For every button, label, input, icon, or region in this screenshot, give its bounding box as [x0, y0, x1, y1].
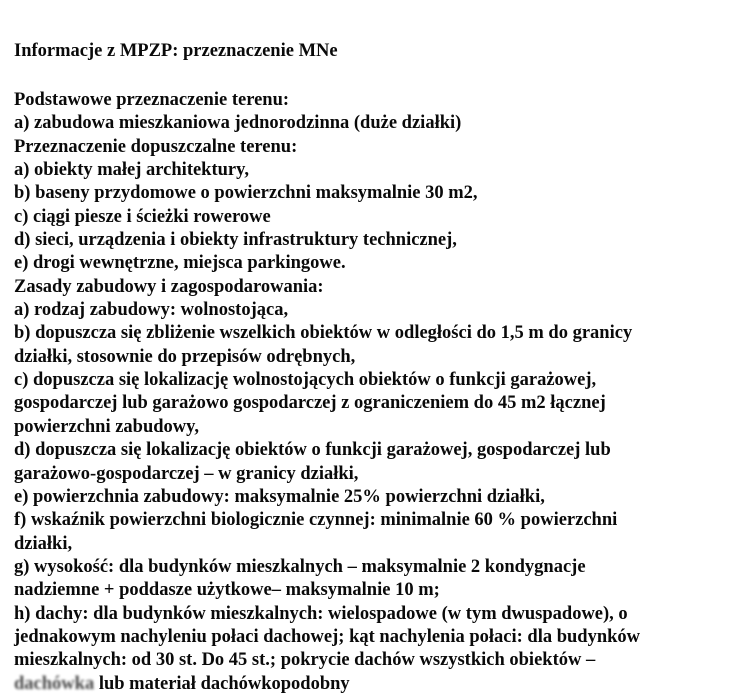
text-line: mieszkalnych: od 30 st. Do 45 st.; pokrycie dachów wszystkich obiektów –	[14, 650, 596, 671]
text-line: gospodarczej lub garażowo gospodarczej z ograniczeniem do 45 m2 łącznej	[14, 393, 606, 414]
text-line: działki,	[14, 533, 73, 554]
document-body	[14, 40, 734, 696]
text-line: e) powierzchnia zabudowy: maksymalnie 25% powierzchni działki,	[14, 486, 545, 507]
text-line: h) dachy: dla budynków mieszkalnych: wielospadowe (w tym dwuspadowe), o	[14, 603, 628, 624]
text-line: Przeznaczenie dopuszczalne terenu:	[14, 136, 298, 157]
text-line: działki, stosownie do przepisów odrębnych,	[14, 346, 356, 367]
text-line: b) baseny przydomowe o powierzchni maksymalnie 30 m2,	[14, 183, 478, 204]
text-line: Podstawowe przeznaczenie terenu:	[14, 90, 290, 110]
text-line: garażowo-gospodarczej – w granicy działki,	[14, 463, 359, 484]
text-line: c) ciągi piesze i ścieżki rowerowe	[14, 206, 271, 227]
text-line-last-rest: lub materiał dachówkopodobny	[94, 673, 350, 694]
blurred-word: dachówka	[14, 673, 95, 694]
text-line: g) wysokość: dla budynków mieszkalnych – maksymalnie 2 kondygnacje	[14, 556, 586, 577]
text-line: jednakowym nachyleniu połaci dachowej; kąt nachylenia połaci: dla budynków	[14, 626, 641, 647]
document-text	[14, 89, 734, 673]
text-line: a) zabudowa mieszkaniowa jednorodzinna (duże działki)	[14, 113, 462, 134]
text-line: c) dopuszcza się lokalizację wolnostojących obiektów o funkcji garażowej,	[14, 370, 597, 391]
text-line: a) rodzaj zabudowy: wolnostojąca,	[14, 300, 289, 321]
text-line: d) sieci, urządzenia i obiekty infrastruktury technicznej,	[14, 230, 457, 251]
text-line: powierzchni zabudowy,	[14, 416, 200, 437]
text-line: a) obiekty małej architektury,	[14, 160, 249, 181]
document-title: Informacje z MPZP: przeznaczenie MNe	[14, 41, 338, 61]
text-line: b) dopuszcza się zbliżenie wszelkich obiektów w odległości do 1,5 m do granicy	[14, 323, 633, 344]
text-line: nadziemne + poddasze użytkowe– maksymalnie 10 m;	[14, 580, 440, 601]
text-line-last	[14, 673, 734, 696]
text-line: d) dopuszcza się lokalizację obiektów o funkcji garażowej, gospodarczej lub	[14, 440, 611, 461]
text-line: e) drogi wewnętrzne, miejsca parkingowe.	[14, 253, 346, 274]
text-line: f) wskaźnik powierzchni biologicznie czynnej: minimalnie 60 % powierzchni	[14, 510, 618, 531]
text-line: Zasady zabudowy i zagospodarowania:	[14, 276, 324, 297]
